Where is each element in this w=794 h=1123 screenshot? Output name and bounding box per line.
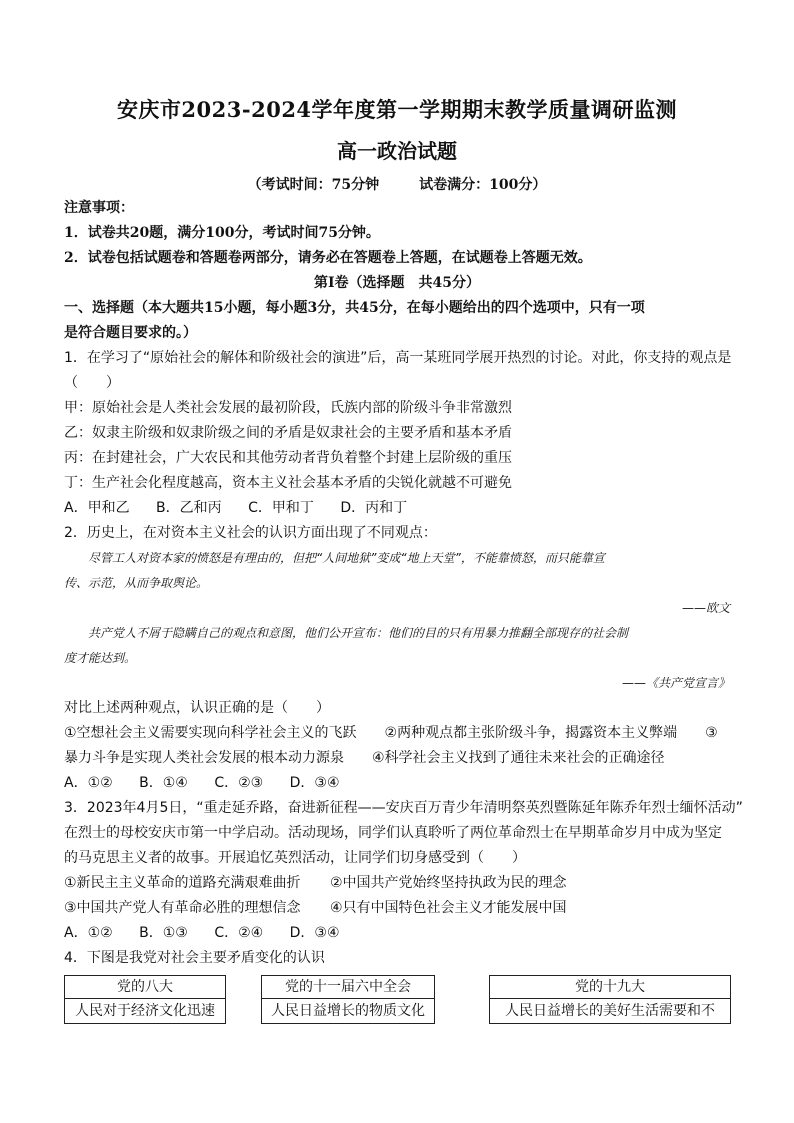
q1-option-c[interactable]: C．甲和丁 bbox=[248, 500, 314, 516]
q1-statement-a: 甲：原始社会是人类社会发展的最初阶段，氏族内部的阶级斗争非常激烈 bbox=[64, 400, 512, 416]
q3-stem-1: 3．2023年4月5日，“重走延乔路，奋进新征程——安庆百万青少年清明祭英烈暨陈延年陈乔年烈士缅怀活动” bbox=[64, 800, 743, 816]
notes-item-1: 1．试卷共20题，满分100分，考试时间75分钟。 bbox=[64, 225, 380, 241]
section-heading: 一、选择题（本大题共15小题，每小题3分，共45分，在每小题给出的四个选项中，只有一项 bbox=[64, 300, 645, 316]
q3-stem-2: 在烈士的母校安庆市第一中学启动。活动现场，同学们认真聆听了两位革命烈士在早期革命岁月中成为坚定 bbox=[64, 825, 722, 841]
q4-box-1-body: 人民对于经济文化迅速 bbox=[75, 1003, 215, 1019]
q2-source-2: ——《共产党宣言》 bbox=[621, 676, 730, 690]
notes-heading: 注意事项： bbox=[64, 200, 134, 216]
q1-option-d[interactable]: D．丙和丁 bbox=[340, 500, 408, 516]
exam-score: 试卷满分：100分） bbox=[419, 177, 547, 193]
q4-diagram bbox=[64, 975, 730, 1035]
q3-statement-3: ③中国共产党人有革命必胜的理想信念 bbox=[64, 900, 301, 916]
q2-quote1-line1: 尽管工人对资本家的愤怒是有理由的，但把“人间地狱”变成“地上天堂”，不能靠愤怒，而只能靠宣 bbox=[88, 551, 605, 565]
q2-quote2-line2: 度才能达到。 bbox=[64, 651, 137, 665]
q2-options bbox=[64, 771, 730, 796]
q1-stem: 1．在学习了“原始社会的解体和阶级社会的演进”后，高一某班同学展开热烈的讨论。对此，你支持的观点是 bbox=[64, 350, 732, 366]
q3-option-c[interactable]: C．②④ bbox=[214, 925, 264, 941]
q3-statements-row-2 bbox=[64, 896, 730, 921]
q4-box-2-body: 人民日益增长的物质文化 bbox=[271, 1003, 425, 1019]
q2-option-d[interactable]: D．③④ bbox=[289, 775, 340, 791]
q3-statement-4: ④只有中国特色社会主义才能发展中国 bbox=[330, 900, 567, 916]
q1-option-b[interactable]: B．乙和丙 bbox=[156, 500, 222, 516]
q1-option-a[interactable]: A．甲和乙 bbox=[64, 500, 130, 516]
q3-statement-1: ①新民主主义革命的道路充满艰难曲折 bbox=[64, 875, 301, 891]
exam-subtitle: 高一政治试题 bbox=[337, 139, 457, 163]
q2-statements-1: ①空想社会主义需要实现向科学社会主义的飞跃 ②两种观点都主张阶级斗争，揭露资本主义弊端 ③ bbox=[64, 725, 718, 741]
q4-box-2-head: 党的十一届六中全会 bbox=[262, 976, 434, 999]
q3-statements-row-1 bbox=[64, 871, 730, 896]
q3-option-b[interactable]: B．①③ bbox=[139, 925, 188, 941]
exam-time: （考试时间：75分钟 bbox=[247, 177, 380, 193]
q3-option-a[interactable]: A．①② bbox=[64, 925, 113, 941]
notes-item-2: 2．试卷包括试题卷和答题卷两部分，请务必在答题卷上答题，在试题卷上答题无效。 bbox=[64, 250, 592, 266]
q3-stem-3: 的马克思主义者的故事。开展追忆英烈活动，让同学们切身感受到（ ） bbox=[64, 850, 526, 866]
q2-option-b[interactable]: B．①④ bbox=[139, 775, 188, 791]
q2-quote1-line2: 传、示范，从而争取舆论。 bbox=[64, 576, 209, 590]
q1-options bbox=[64, 496, 730, 521]
q4-box-11th-6th-plenum bbox=[261, 975, 435, 1024]
q4-box-1-head: 党的八大 bbox=[65, 976, 225, 999]
q3-options bbox=[64, 921, 730, 946]
q1-blank: （ ） bbox=[64, 375, 120, 391]
section-heading-cont: 是符合题目要求的。） bbox=[64, 325, 197, 341]
q3-option-d[interactable]: D．③④ bbox=[289, 925, 340, 941]
q2-stem: 2．历史上，在对资本主义社会的认识方面出现了不同观点： bbox=[64, 525, 437, 541]
exam-title: 安庆市2023-2024学年度第一学期期末教学质量调研监测 bbox=[116, 97, 678, 122]
q1-statement-b: 乙：奴隶主阶级和奴隶阶级之间的矛盾是奴隶社会的主要矛盾和基本矛盾 bbox=[64, 425, 512, 441]
q2-statements-2: 暴力斗争是实现人类社会发展的根本动力源泉 ④科学社会主义找到了通往未来社会的正确途径 bbox=[64, 750, 665, 766]
q2-option-c[interactable]: C．②③ bbox=[214, 775, 264, 791]
q4-stem: 4．下图是我党对社会主要矛盾变化的认识 bbox=[64, 950, 325, 966]
q4-box-19th-congress bbox=[489, 975, 731, 1024]
q1-statement-c: 丙：在封建社会，广大农民和其他劳动者背负着整个封建上层阶级的重压 bbox=[64, 450, 512, 466]
part1-heading: 第Ⅰ卷（选择题 共45分） bbox=[313, 275, 481, 291]
q2-option-a[interactable]: A．①② bbox=[64, 775, 113, 791]
q4-box-8th-congress bbox=[64, 975, 226, 1024]
q1-statement-d: 丁：生产社会化程度越高，资本主义社会基本矛盾的尖锐化就越不可避免 bbox=[64, 475, 512, 491]
exam-body bbox=[64, 196, 743, 1035]
exam-meta bbox=[0, 174, 794, 194]
q2-question: 对比上述两种观点，认识正确的是（ ） bbox=[64, 700, 330, 716]
q2-quote2-line1: 共产党人不屑于隐瞒自己的观点和意图，他们公开宣布：他们的目的只有用暴力推翻全部现存的社会制 bbox=[88, 626, 629, 640]
q2-source-1: ——欧文 bbox=[681, 601, 730, 615]
q4-box-3-head: 党的十九大 bbox=[490, 976, 730, 999]
q3-statement-2: ②中国共产党始终坚持执政为民的理念 bbox=[330, 875, 567, 891]
q4-box-3-body: 人民日益增长的美好生活需要和不 bbox=[505, 1003, 715, 1019]
